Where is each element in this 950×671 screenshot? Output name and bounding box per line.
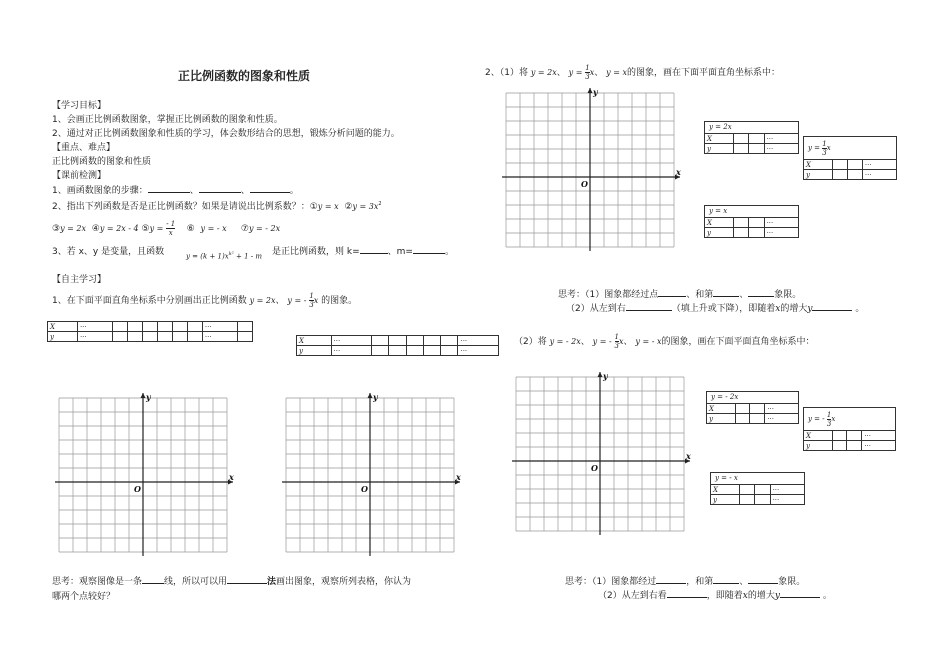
value-table-2: X ··· ··· y ··· ··· <box>296 335 499 356</box>
y-axis-label: y <box>373 392 378 402</box>
key-heading: 【重点、难点】 <box>52 143 116 153</box>
x-axis-label: x <box>686 451 691 461</box>
question-2: 2、指出下列函数是否是正比例函数？如果是请说出比例系数？：①y = x ②y = $3x^2$ <box>52 201 382 212</box>
origin-label: O <box>134 484 141 494</box>
right-question-2-1: 2、（1）将 y = 2x、 y = $\frac{1}{3}$ x、 y = x的图象，画在下面平面直角坐标系中： <box>485 64 780 81</box>
y-axis-arrow <box>598 372 603 377</box>
pre-heading: 【课前检测】 <box>52 171 107 181</box>
origin-label: O <box>581 179 588 189</box>
y-axis-label: y <box>593 87 598 97</box>
think-right-1a: 思考：（1）图象都经过点 、和第 、 象限。 <box>558 287 801 300</box>
x-axis-label: x <box>676 167 681 177</box>
think-right-2b: （2）从左到右看 ，即随着x的增大y 。 <box>598 588 832 601</box>
value-box-x: y = x X ··· y ··· <box>704 205 799 238</box>
y-axis-label: y <box>603 371 608 381</box>
origin-label: O <box>361 484 368 494</box>
y-axis-arrow <box>368 393 373 398</box>
question-2-cont: ③y = 2x ④y = 2x - 4 ⑤y = $\frac{- 1}{x}$ ⑥ y = - x ⑦y = - 2x <box>52 220 281 237</box>
think-right-2a: 思考：（1）图象都经过 ，和第 、 象限。 <box>565 574 805 587</box>
y-axis-label: y <box>146 392 151 402</box>
goal-2: 2、通过对正比例函数图象和性质的学习，体会数形结合的思想，锻炼分析问题的能力。 <box>52 129 400 139</box>
x-axis-label: x <box>229 472 234 482</box>
coordinate-grid-2[interactable] <box>282 392 467 555</box>
x-axis-label: x <box>456 472 461 482</box>
think-left-2: 哪两个点较好？ <box>52 592 116 602</box>
self-heading: 【自主学习】 <box>52 275 107 285</box>
value-box-neg-x: y = - x X ··· y ··· <box>710 472 805 505</box>
y-axis-arrow <box>141 393 146 398</box>
goal-1: 1、会画正比例函数图象，掌握正比例函数的图象和性质。 <box>52 115 283 125</box>
value-box-2x: y = 2x X ··· y ··· <box>704 121 799 154</box>
origin-label: O <box>591 463 598 473</box>
question-3: 3、若 x、y 是变量，且函数 <box>52 247 165 257</box>
y-axis-arrow <box>588 88 593 93</box>
value-table-1: X ··· ··· y ··· ··· <box>47 321 253 342</box>
key-text: 正比例函数的图象和性质 <box>52 157 152 167</box>
value-box-neg-2x: y = - 2x X ··· y ··· <box>706 391 799 424</box>
page-title: 正比例函数的图象和性质 <box>178 69 311 83</box>
think-right-1b: （2）从左到右 （填上升或下降），即随着x的增大y 。 <box>566 301 864 314</box>
question-1: 1、画函数图象的步骤： 、 、 。 <box>52 183 299 196</box>
value-box-neg-third-x: y = - $\frac{1}{3}$ x X ··· y ··· <box>803 407 896 451</box>
value-box-third-x: y = $\frac{1}{3}$ x X ··· y ··· <box>803 136 897 180</box>
coordinate-grid-4[interactable] <box>512 371 707 533</box>
question-3-formula: $y = (k + 1)x^{k^2} + 1 - m$ <box>186 251 262 261</box>
coordinate-grid-1[interactable] <box>55 392 240 555</box>
goals-heading: 【学习目标】 <box>52 101 107 111</box>
think-left: 思考：观察图像是一条 线，所以可以用 法画出图象，观察所列表格，你认为 <box>52 574 411 587</box>
task-1: 1、在下面平面直角坐标系中分别画出正比例函数 y = 2x、 y = - $\frac{1}{3}$ x 的图象。 <box>52 292 358 309</box>
coordinate-grid-3[interactable] <box>502 87 690 247</box>
question-3-rest: 是正比例函数，则 k= 、m= 。 <box>272 244 454 257</box>
right-question-2-2: （2）将 y = - 2x、 y = - $\frac{1}{3}$ x、 y = - x的图象，画在下面平面直角坐标系中： <box>514 333 815 350</box>
